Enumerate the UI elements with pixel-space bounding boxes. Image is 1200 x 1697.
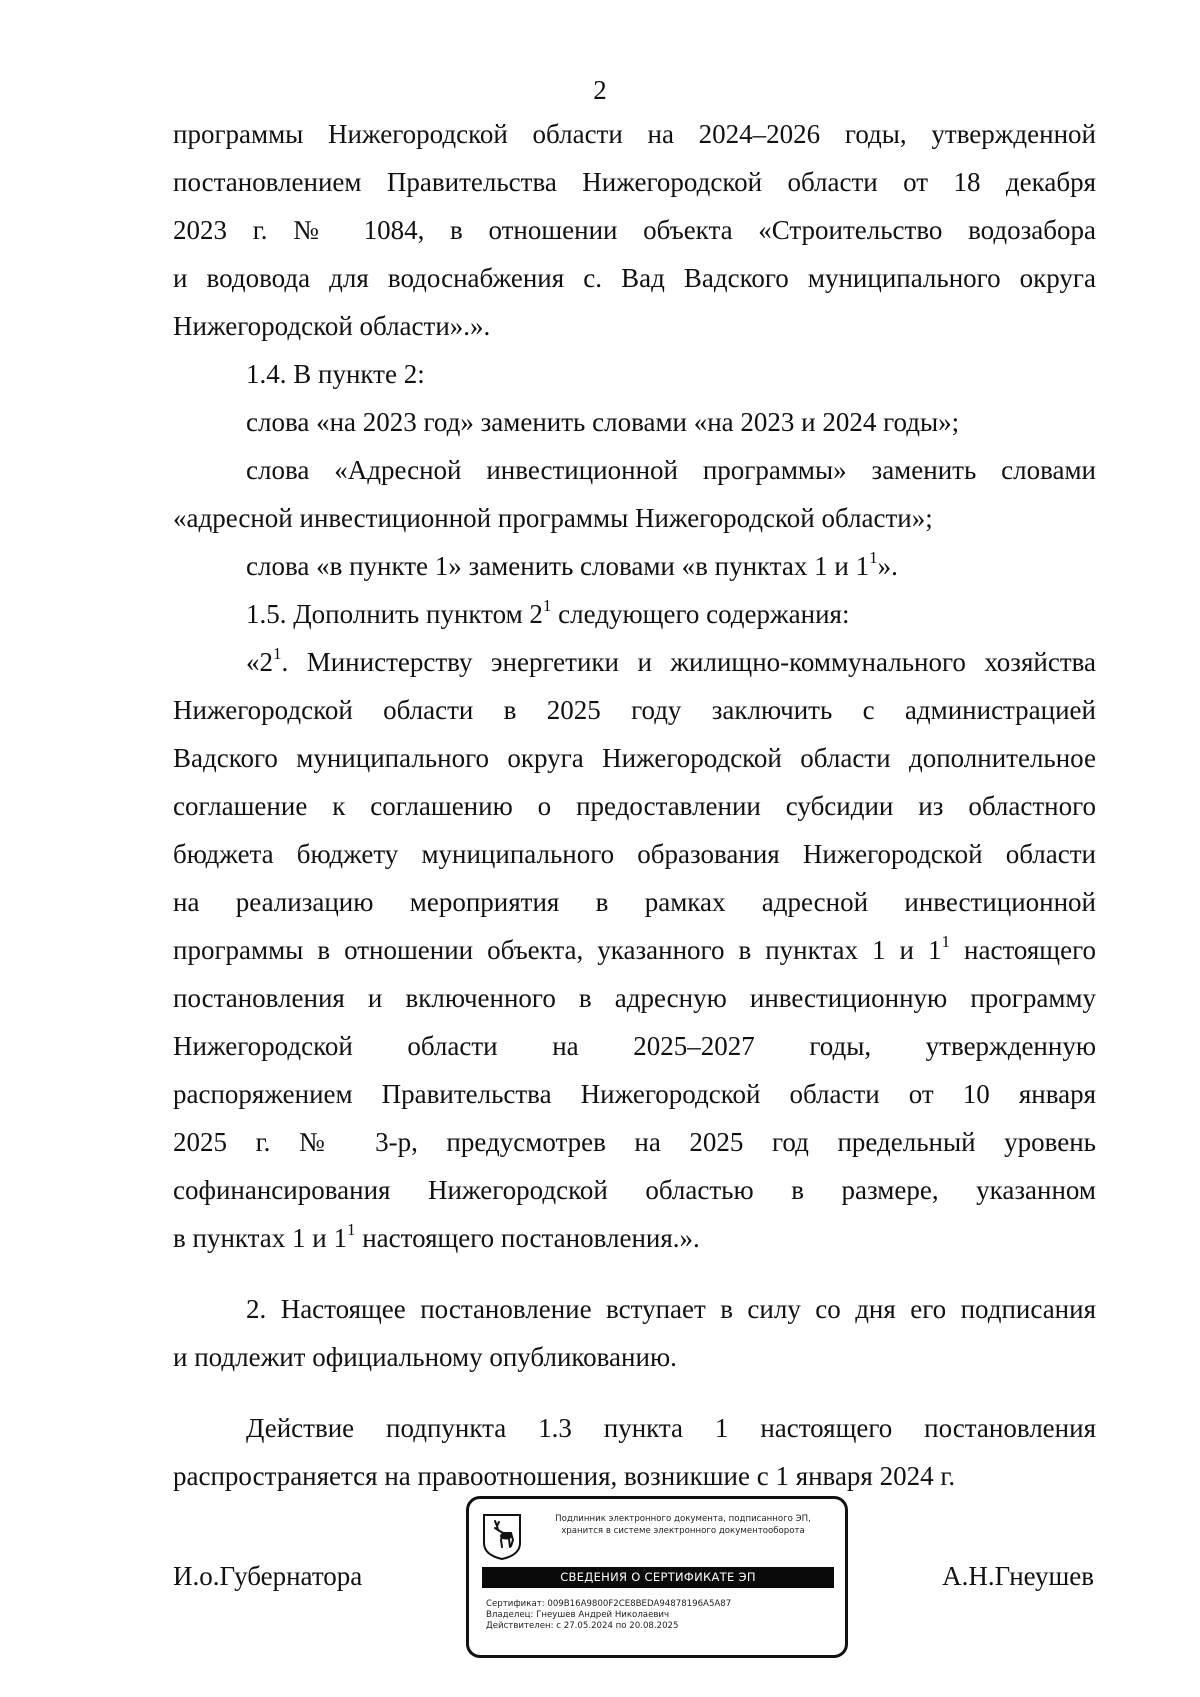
paragraph-line: 2023 г. № 1084, в отношении объекта «Строительство водозабора xyxy=(173,215,1096,245)
paragraph-line: распоряжением Правительства Нижегородской области от 10 января xyxy=(173,1079,1096,1109)
page-number: 2 xyxy=(593,75,607,105)
paragraph-line: Нижегородской области на 2025–2027 годы, утвержденную xyxy=(173,1031,1096,1061)
text-fragment: 1.5. Дополнить пунктом 2 xyxy=(246,599,543,629)
text-fragment: слова «в пункте 1» заменить словами «в пунктах 1 и 1 xyxy=(246,551,870,581)
certificate-number: Сертификат: 009B16A9800F2CE8BEDA94878196A5A87 xyxy=(486,1599,732,1609)
superscript: 1 xyxy=(542,596,552,615)
signatory-name: А.Н.Гнеушев xyxy=(942,1561,1094,1591)
superscript: 1 xyxy=(273,644,282,663)
superscript: 1 xyxy=(941,932,951,951)
superscript: 1 xyxy=(346,1220,356,1239)
paragraph-item-1-4: 1.4. В пункте 2: xyxy=(246,359,425,389)
paragraph-line xyxy=(173,926,1096,974)
text-fragment: . Министерству энергетики и жилищно-коммунального хозяйства xyxy=(281,647,1096,677)
paragraph-line xyxy=(173,1214,1096,1262)
text-fragment: в пунктах 1 и 1 xyxy=(173,1223,347,1253)
document-body xyxy=(173,110,1096,1500)
stamp-notice-line: Подлинник электронного документа, подписанного ЭП, xyxy=(555,1514,811,1524)
paragraph-line: постановлением Правительства Нижегородской области от 18 декабря xyxy=(173,167,1096,197)
text-fragment: программы в отношении объекта, указанного в пунктах 1 и 1 xyxy=(173,935,942,965)
paragraph-line: и водовода для водоснабжения с. Вад Вадского муниципального округа xyxy=(173,263,1096,293)
certificate-owner: Владелец: Гнеушев Андрей Николаевич xyxy=(486,1610,670,1620)
paragraph-line: «адресной инвестиционной программы Нижегородской области»; xyxy=(173,503,933,533)
text-fragment: настоящего xyxy=(950,935,1096,965)
certificate-validity: Действителен: с 27.05.2024 по 20.08.2025 xyxy=(486,1621,679,1631)
text-fragment: следующего содержания: xyxy=(551,599,850,629)
signatory-position: И.о.Губернатора xyxy=(173,1561,363,1591)
text-fragment: ». xyxy=(877,551,898,581)
paragraph-line: программы Нижегородской области на 2024–2026 годы, утвержденной xyxy=(173,119,1096,149)
text-fragment: настоящего постановления.». xyxy=(355,1223,700,1253)
paragraph-line: Вадского муниципального округа Нижегородской области дополнительное xyxy=(173,743,1096,773)
paragraph-line: слова «Адресной инвестиционной программы» заменить словами xyxy=(246,455,1096,485)
paragraph-item-1-5 xyxy=(173,590,1096,638)
paragraph-line: Нижегородской области в 2025 году заключить с администрацией xyxy=(173,695,1096,725)
text-fragment: «2 xyxy=(246,647,273,677)
stamp-certificate-title: СВЕДЕНИЯ О СЕРТИФИКАТЕ ЭП xyxy=(482,1567,834,1588)
electronic-signature-stamp xyxy=(466,1496,848,1658)
deer-emblem-icon xyxy=(482,1513,522,1561)
paragraph-line xyxy=(173,638,1096,686)
paragraph-line: постановления и включенного в адресную инвестиционную программу xyxy=(173,983,1096,1013)
paragraph-item-2: 2. Настоящее постановление вступает в силу со дня его подписания xyxy=(246,1294,1096,1324)
paragraph-line: и подлежит официальному опубликованию. xyxy=(173,1342,677,1372)
stamp-certificate-details xyxy=(486,1599,836,1632)
stamp-notice xyxy=(525,1513,841,1537)
paragraph-line: слова «на 2023 год» заменить словами «на 2023 и 2024 годы»; xyxy=(246,407,960,437)
paragraph-line: распространяется на правоотношения, возникшие с 1 января 2024 г. xyxy=(173,1461,956,1491)
paragraph-line: на реализацию мероприятия в рамках адресной инвестиционной xyxy=(173,887,1096,917)
paragraph-line: бюджета бюджету муниципального образования Нижегородской области xyxy=(173,839,1096,869)
paragraph-line xyxy=(173,542,1096,590)
paragraph-line: Нижегородской области».». xyxy=(173,311,491,341)
paragraph-line: софинансирования Нижегородской областью в размере, указанном xyxy=(173,1175,1096,1205)
paragraph-line: 2025 г. № 3-р, предусмотрев на 2025 год предельный уровень xyxy=(173,1127,1096,1157)
paragraph-line: соглашение к соглашению о предоставлении субсидии из областного xyxy=(173,791,1096,821)
stamp-notice-line: хранится в системе электронного документооборота xyxy=(561,1526,805,1536)
superscript: 1 xyxy=(869,548,878,567)
paragraph-line: Действие подпункта 1.3 пункта 1 настоящего постановления xyxy=(246,1413,1096,1443)
